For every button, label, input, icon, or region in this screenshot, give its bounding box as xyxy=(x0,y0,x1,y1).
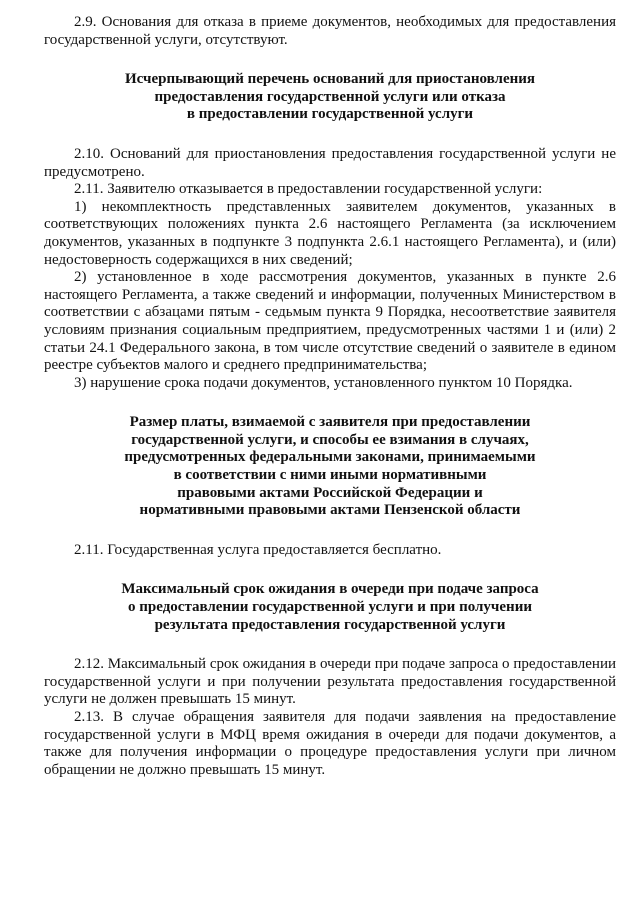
paragraph-2-11-refusal: 2.11. Заявителю отказывается в предоставлении государственной услуги: xyxy=(74,181,543,198)
heading-line: Максимальный срок ожидания в очереди при подаче запроса xyxy=(121,581,539,598)
heading-line: предусмотренных федеральными законами, принимаемыми xyxy=(124,449,536,466)
section-heading-suspension-grounds xyxy=(44,71,616,124)
paragraph-2-10: 2.10. Оснований для приостановления предоставления государственной услуги не предусмотрено. xyxy=(44,145,616,180)
heading-line: Исчерпывающий перечень оснований для приостановления xyxy=(124,71,536,88)
paragraph-2-13: 2.13. В случае обращения заявителя для подачи заявления на предоставление государственной услуги в МФЦ время ожидания в очереди для подачи документов, а также для получения информации о процедуре предоставления услуги при личном обращении не должно превышать 15 минут. xyxy=(44,709,616,778)
heading-line: результата предоставления государственной услуги xyxy=(154,616,506,633)
document-page xyxy=(44,14,616,779)
list-item-1: 1) некомплектность представленных заявителем документов, указанных в соответствующих положениях пункта 2.6 настоящего Регламента (за исключением документов, указанных в подпункте 3 подпункта 2.6.1 настоящего Регламента), и (или) недостоверность содержащихся в них сведений; xyxy=(44,198,616,268)
heading-line: о предоставлении государственной услуги и при получении xyxy=(128,599,532,616)
heading-line: нормативными правовыми актами Пензенской области xyxy=(139,502,521,519)
heading-line: правовыми актами Российской Федерации и xyxy=(177,484,483,501)
paragraph-2-12: 2.12. Максимальный срок ожидания в очереди при подаче запроса о предоставлении государственной услуги и при получении результата предоставления государственной услуги не должен превышать 15 минут. xyxy=(44,656,616,708)
list-item-2: 2) установленное в ходе рассмотрения документов, указанных в пункте 2.6 настоящего Регламента, а также сведений и информации, полученных Министерством в соответствии с абзацами пятым - седьмым пункта 9 Порядка, несоответствие заявителя условиям признания социальным предприятием, предусмотренных частями 1 и (или) 2 статьи 24.1 Федерального закона, в том числе отсутствие сведений о заявителе в едином реестре субъектов малого и среднего предпринимательства; xyxy=(44,269,616,374)
list-item-3: 3) нарушение срока подачи документов, установленного пунктом 10 Порядка. xyxy=(74,374,573,391)
paragraph-2-11-free: 2.11. Государственная услуга предоставляется бесплатно. xyxy=(74,541,442,558)
section-heading-queue-time xyxy=(44,581,616,634)
section-heading-fee xyxy=(44,414,616,520)
heading-line: в предоставлении государственной услуги xyxy=(186,106,474,123)
heading-line: Размер платы, взимаемой с заявителя при предоставлении xyxy=(129,414,531,431)
heading-line: государственной услуги, и способы ее взимания в случаях, xyxy=(131,431,529,448)
heading-line: предоставления государственной услуги или отказа xyxy=(154,88,506,105)
paragraph-2-9: 2.9. Основания для отказа в приеме документов, необходимых для предоставления государственной услуги, отсутствуют. xyxy=(44,14,616,48)
heading-line: в соответствии с ними иными нормативными xyxy=(173,467,487,484)
